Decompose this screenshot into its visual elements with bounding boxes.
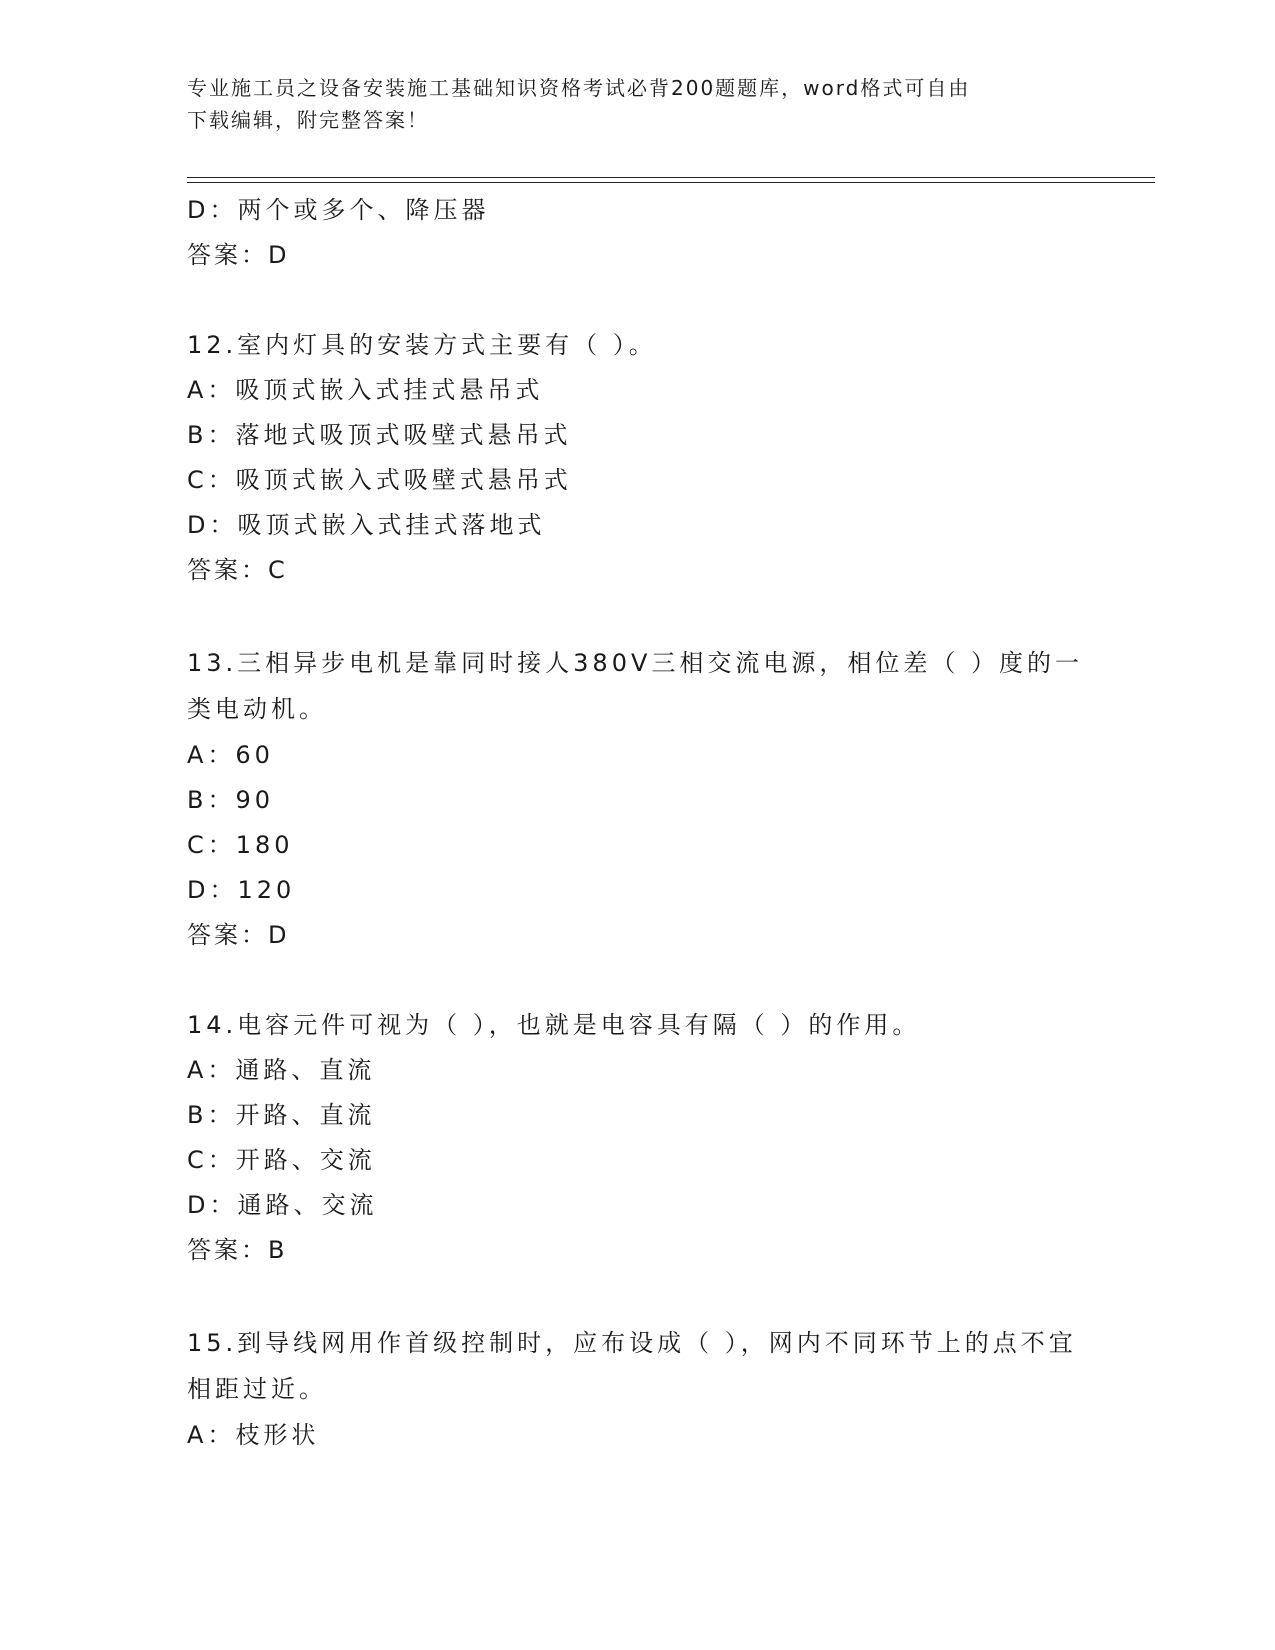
q12-answer: 答案：C: [187, 556, 288, 584]
q12-stem: 12.室内灯具的安装方式主要有（ ）。: [187, 331, 657, 359]
q13-option-b: B：90: [187, 786, 275, 814]
q14-option-a: A：通路、直流: [187, 1056, 376, 1084]
q12-option-c: C：吸顶式嵌入式吸壁式悬吊式: [187, 466, 572, 494]
q13-option-c: C：180: [187, 831, 294, 859]
q14-option-c: C：开路、交流: [187, 1146, 376, 1174]
header-line-2: 下载编辑，附完整答案！: [187, 108, 429, 132]
header-divider-top: [187, 177, 1155, 178]
q15-stem: 15.到导线网用作首级控制时，应布设成（ ），网内不同环节上的点不宜相距过近。: [187, 1329, 1077, 1403]
header-divider-bottom: [187, 182, 1155, 183]
q14-option-d: D：通路、交流: [187, 1191, 378, 1219]
q12-option-a: A：吸顶式嵌入式挂式悬吊式: [187, 376, 544, 404]
q13-answer: 答案：D: [187, 921, 290, 949]
q13-option-d: D：120: [187, 876, 296, 904]
q12-option-b: B：落地式吸顶式吸壁式悬吊式: [187, 421, 572, 449]
q12-option-d: D：吸顶式嵌入式挂式落地式: [187, 511, 546, 539]
q13-stem: 13.三相异步电机是靠同时接人380V三相交流电源，相位差（ ）度的一类电动机。: [187, 649, 1084, 723]
document-header: [187, 72, 1087, 136]
q11-option-d: D：两个或多个、降压器: [187, 196, 490, 224]
q14-option-b: B：开路、直流: [187, 1101, 376, 1129]
q14-answer: 答案：B: [187, 1236, 288, 1264]
q11-answer: 答案：D: [187, 241, 290, 269]
q13-option-a: A：60: [187, 741, 274, 769]
header-line-1: 专业施工员之设备安装施工基础知识资格考试必背200题题库，word格式可自由: [187, 76, 971, 100]
q14-stem: 14.电容元件可视为（ ），也就是电容具有隔（ ）的作用。: [187, 1011, 921, 1039]
q15-option-a: A：枝形状: [187, 1421, 320, 1449]
